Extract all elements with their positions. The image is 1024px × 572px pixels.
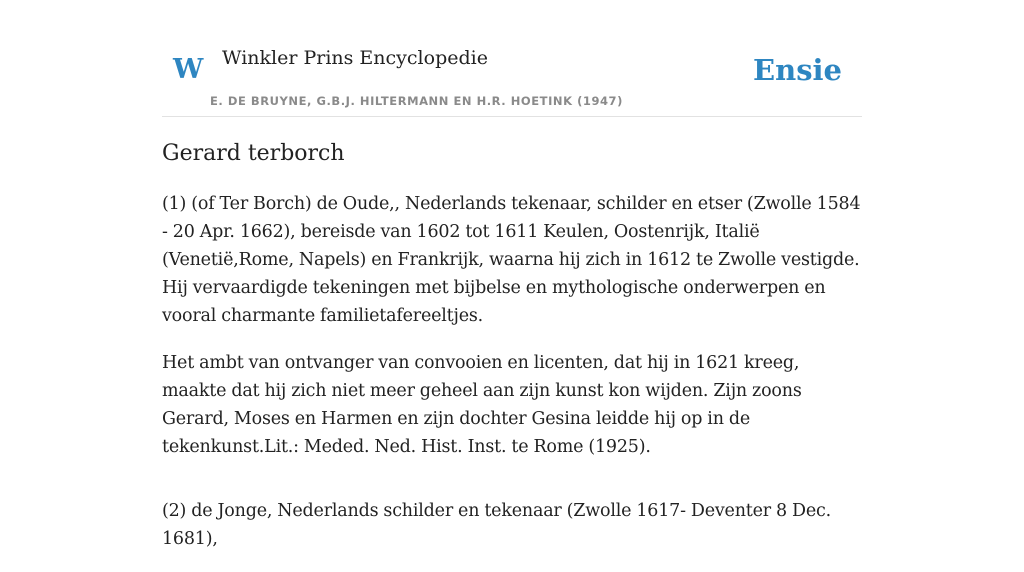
article: [162, 138, 864, 572]
source-title-link[interactable]: Winkler Prins Encyclopedie: [222, 47, 488, 69]
source-logo-icon[interactable]: W: [173, 54, 204, 85]
source-authors: E. DE BRUYNE, G.B.J. HILTERMANN EN H.R. HOETINK (1947): [210, 94, 623, 108]
article-paragraph-2: Het ambt van ontvanger van convooien en licenten, dat hij in 1621 kreeg, maakte dat hij zich niet meer geheel aan zijn kunst kon wijden. Zijn zoons Gerard, Moses en Harmen en zijn dochter Gesina leidde hij op in de tekenkunst.Lit.: Meded. Ned. Hist. Inst. te Rome (1925).: [162, 353, 802, 457]
article-paragraph-3: (2) de Jonge, Nederlands schilder en tekenaar (Zwolle 1617- Deventer 8 Dec. 1681),: [162, 501, 831, 549]
article-title: Gerard terborch: [162, 141, 345, 166]
header: [162, 0, 862, 117]
ensie-logo-link[interactable]: Ensie: [753, 53, 842, 87]
article-paragraph-1: (1) (of Ter Borch) de Oude,, Nederlands tekenaar, schilder en etser (Zwolle 1584 - 20 Apr. 1662), bereisde van 1602 tot 1611 Keulen, Oostenrijk, Italië (Venetië,Rome, Napels) en Frankrijk, waarna hij zich in 1612 te Zwolle vestigde. Hij vervaardigde tekeningen met bijbelse en mythologische onderwerpen en vooral charmante familietafereeltjes.: [162, 194, 861, 326]
